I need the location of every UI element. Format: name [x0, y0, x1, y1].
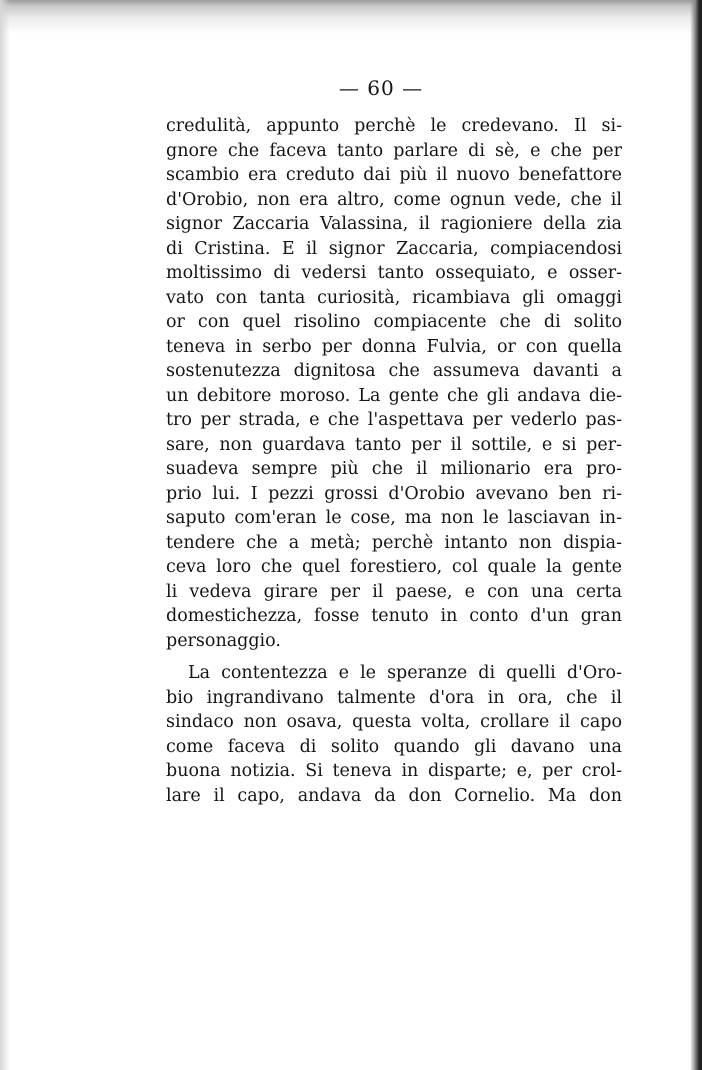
text-line: saputo com'eran le cose, ma non le lasciavan in-	[166, 508, 622, 528]
text-line: sostenutezza dignitosa che assumeva davanti a	[166, 361, 622, 381]
text-line: La contentezza e le speranze di quelli d'Oro-	[188, 663, 622, 683]
paragraph-1	[166, 114, 622, 653]
text-line: di Cristina. E il signor Zaccaria, compiacendosi	[166, 238, 622, 259]
text-line: prio lui. I pezzi grossi d'Orobio avevano ben ri-	[166, 483, 622, 504]
text-line: un debitore moroso. La gente che gli andava die-	[166, 385, 622, 406]
text-line: gnore che faceva tanto parlare di sè, e che per	[166, 140, 622, 161]
text-line: or con quel risolino compiacente che di solito	[166, 312, 622, 332]
text-line: sare, non guardava tanto per il sottile, e si per-	[166, 434, 622, 455]
page-number: — 60 —	[338, 76, 424, 100]
text-line: tro per strada, e che l'aspettava per vederlo pas-	[166, 410, 622, 430]
text-line: domestichezza, fosse tenuto in conto d'un gran	[166, 606, 622, 626]
text-line: signor Zaccaria Valassina, il ragioniere della zia	[166, 214, 622, 234]
body-text	[166, 114, 622, 808]
scan-top-shadow	[0, 0, 702, 34]
text-line: sindaco non osava, questa volta, crollare il capo	[166, 712, 622, 732]
scan-right-edge	[690, 0, 702, 1070]
text-line: vato con tanta curiosità, ricambiava gli omaggi	[166, 287, 622, 308]
text-line: tendere che a metà; perchè intanto non dispia-	[166, 532, 622, 553]
text-line: bio ingrandivano talmente d'ora in ora, che il	[166, 687, 622, 708]
text-line: personaggio.	[166, 630, 281, 651]
text-line: d'Orobio, non era altro, come ognun vede, che il	[166, 189, 622, 210]
text-line: teneva in serbo per donna Fulvia, or con quella	[166, 336, 622, 357]
text-line: moltissimo di vedersi tanto ossequiato, e osser-	[166, 263, 622, 283]
scan-left-edge	[0, 0, 10, 1070]
text-line: buona notizia. Si teneva in disparte; e, per crol-	[166, 761, 622, 781]
text-line: ceva loro che quel forestiero, col quale la gente	[166, 557, 622, 577]
text-line: lare il capo, andava da don Cornelio. Ma don	[166, 785, 622, 806]
text-line: scambio era creduto dai più il nuovo benefattore	[166, 165, 622, 185]
text-line: suadeva sempre più che il milionario era pro-	[166, 459, 622, 479]
text-line: credulità, appunto perchè le credevano. Il si-	[166, 116, 622, 136]
paragraph-gap	[166, 653, 622, 661]
paragraph-2	[166, 661, 622, 808]
text-line: li vedeva girare per il paese, e con una certa	[166, 581, 622, 602]
text-line: come faceva di solito quando gli davano una	[166, 736, 622, 757]
